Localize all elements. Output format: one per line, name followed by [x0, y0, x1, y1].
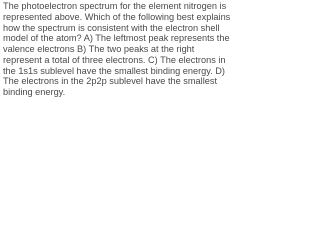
question-text: The photoelectron spectrum for the element nitrogen is represented above. Which of the following best explains how the spectrum is consistent with the electron shell model of the atom? A) The leftmost peak represents the valence electrons B) The two peaks at the right represent a total of three electrons. C) The electrons in the 1s1s sublevel have the smallest binding energy. D) The electrons in the 2p2p sublevel have the smallest binding energy. [3, 1, 231, 97]
